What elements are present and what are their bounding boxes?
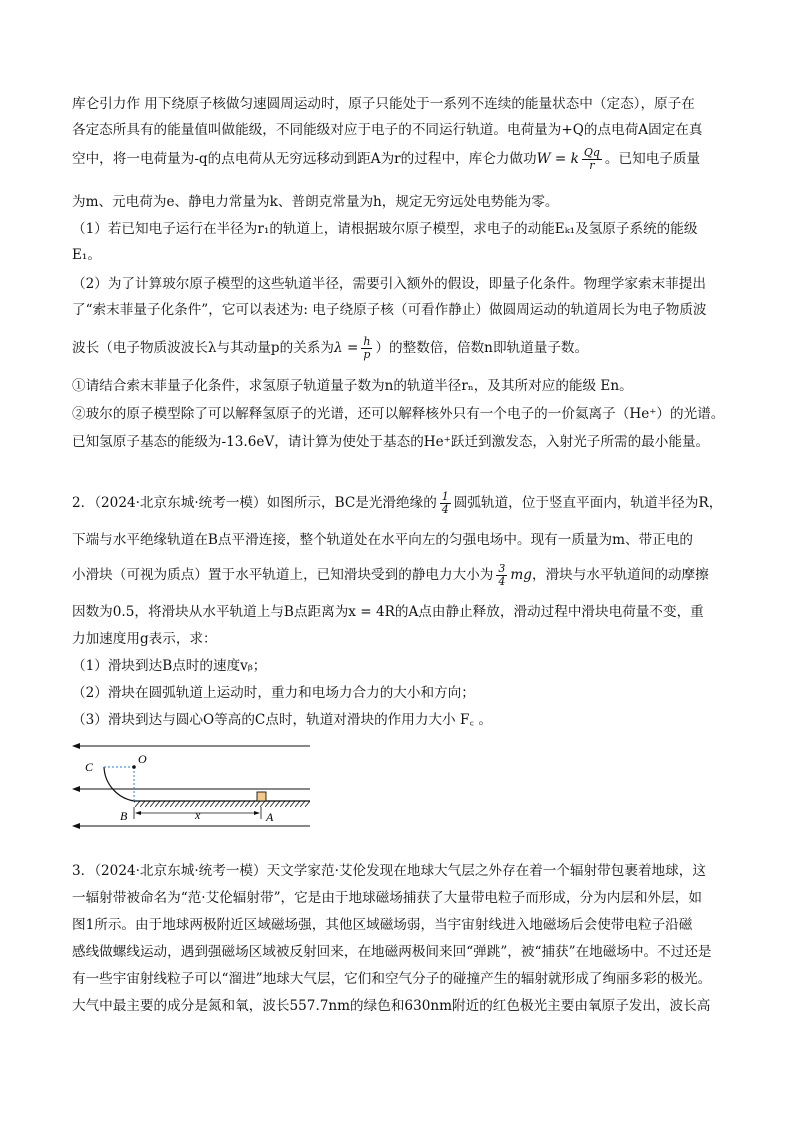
problem-2-question-1: （1）滑块到达B点时的速度vᵦ； — [72, 658, 267, 674]
ground-hatching — [134, 801, 310, 807]
fraction-denominator: p — [363, 348, 371, 361]
problem-2-line-3-tail: ，滑块与水平轨道间的动摩擦 — [532, 567, 709, 583]
subquestion-2-line-2: 已知氢原子基态的能级为-13.6eV，请计算为使处于基态的He⁺跃迁到激发态，入射光子所需的最小能量。 — [72, 434, 710, 450]
field-line-bottom — [72, 823, 310, 829]
problem-2-line-3-text: 小滑块（可视为质点）置于水平轨道上，已知滑块受到的静电力大小为 — [72, 567, 494, 583]
subquestion-2-line-1: ②玻尔的原子模型除了可以解释氢原子的光谱，还可以解释核外只有一个电子的一价氦离子（He⁺）的光谱。 — [72, 406, 725, 422]
problem-3-line-3: 图1所示。由于地球两极附近区域磁场强，其他区域磁场弱，当宇宙射线进入地磁场后会使带电粒子沿磁 — [72, 917, 693, 933]
p1-line-1: 库仑引力作 用下绕原子核做匀速圆周运动时，原子只能处于一系列不连续的能量状态中（定态），原子在 — [72, 96, 695, 112]
problem-2-line-1-tail: 圆弧轨道，位于竖直平面内，轨道半径为R， — [453, 495, 723, 511]
question-2-line-2: 了“索末菲量子化条件”，它可以表述为: 电子绕原子核（可看作静止）做圆周运动的轨道周长为电子物质波 — [72, 302, 707, 318]
p1-line-3-tail: 。已知电子质量 — [604, 151, 701, 167]
problem-2-question-3: （3）滑块到达与圆心O等高的C点时，轨道对滑块的作用力大小 F꜀ 。 — [72, 712, 493, 728]
question-1-line-1: （1）若已知电子运行在半径为r₁的轨道上，请根据玻尔原子模型，求电子的动能Eₖ₁及氢原子系统的能级 — [72, 221, 698, 237]
fraction-numerator: 1 — [441, 490, 449, 503]
question-2-line-1: （2）为了计算玻尔原子模型的这些轨道半径，需要引入额外的假设，即量子化条件。物理学家索末菲提出 — [72, 276, 706, 292]
fraction-numerator: h — [363, 335, 371, 348]
dimension-arrow-right — [254, 811, 260, 815]
question-2-line-3-text: 波长（电子物质波波长λ与其动量p的关系为 — [72, 340, 335, 356]
label-b: B — [120, 809, 128, 823]
work-formula-lhs: W = k — [536, 151, 579, 167]
p1-line-2: 各定态所具有的能量值叫做能级，不同能级对应于电子的不同运行轨道。电荷量为+Q的点电荷A固定在真 — [72, 122, 703, 138]
dimension-arrow-left — [135, 811, 141, 815]
p1-line-3-text: 空中，将一电荷量为-q的点电荷从无穷远移动到距A为r的过程中，库仑力做功 — [72, 151, 537, 167]
track-diagram — [60, 735, 320, 835]
fraction-denominator: 4 — [498, 575, 506, 588]
fraction-denominator: r — [589, 159, 595, 172]
field-line-middle — [72, 786, 310, 792]
p1-line-3 — [72, 147, 700, 172]
p1-line-4: 为m、元电荷为e、静电力常量为k、普朗克常量为h，规定无穷远处电势能为零。 — [72, 194, 559, 210]
question-1-line-2: E₁。 — [72, 247, 101, 263]
mg-term: mg — [510, 567, 532, 583]
fraction-denominator: 4 — [441, 503, 449, 516]
problem-3-line-4: 感线做螺线运动，遇到强磁场区域被反射回来，在地磁两极间来回“弹跳”，被“捕获”在地磁场中。不过还是 — [72, 944, 712, 960]
slider-block — [257, 792, 266, 801]
three-quarter-fraction — [496, 563, 507, 588]
problem-2-line-4: 因数为0.5，将滑块从水平轨道上与B点距离为x = 4R的A点由静止释放，滑动过程中滑块电荷量不变，重 — [72, 604, 704, 620]
problem-3-line-6: 大气中最主要的成分是氮和氧，波长557.7nm的绿色和630nm附近的红色极光主要由氧原子发出，波长高 — [72, 998, 711, 1014]
lambda-formula-lhs: λ = — [334, 340, 359, 356]
label-o: O — [138, 752, 147, 766]
subquestion-1: ①请结合索末菲量子化条件，求氢原子轨道量子数为n的轨道半径rₙ，及其所对应的能级 En。 — [72, 378, 633, 394]
problem-2-line-1-text: 2．（2024·北京东城·统考一模）如图所示，BC是光滑绝缘的 — [72, 495, 437, 511]
fraction-numerator: Qq — [583, 146, 600, 159]
problem-3-line-5: 有一些宇宙射线粒子可以“溜进”地球大气层，它们和空气分子的碰撞产生的辐射就形成了绚丽多彩的极光。 — [72, 971, 712, 987]
problem-2-line-5: 力加速度用g表示，求： — [72, 631, 217, 647]
problem-2-question-2: （2）滑块在圆弧轨道上运动时，重力和电场力合力的大小和方向； — [72, 685, 475, 701]
label-a: A — [266, 810, 274, 824]
lambda-formula-fraction — [361, 336, 372, 361]
label-x: x — [195, 808, 201, 822]
field-line-top — [72, 743, 310, 749]
fraction-numerator: 3 — [498, 562, 506, 575]
center-point-o — [132, 765, 136, 769]
problem-3-line-2: 一辐射带被命名为“范·艾伦辐射带”，它是由于地球磁场捕获了大量带电粒子而形成，分为内层和外层，如 — [72, 890, 702, 906]
question-2-line-3 — [72, 336, 588, 361]
question-2-line-3-tail: ）的整数倍，倍数n即轨道量子数。 — [375, 340, 589, 356]
quarter-arc-track — [104, 767, 134, 801]
work-formula-fraction — [582, 147, 602, 172]
label-c: C — [85, 760, 94, 774]
quarter-fraction — [440, 491, 451, 516]
problem-2-line-1 — [72, 491, 722, 516]
problem-3-line-1: 3．（2024·北京东城·统考一模）天文学家范·艾伦发现在地球大气层之外存在着一个辐射带包裹着地球，这 — [72, 863, 706, 879]
problem-2-line-2: 下端与水平绝缘轨道在B点平滑连接，整个轨道处在水平向左的匀强电场中。现有一质量为m、带正电的 — [72, 532, 694, 548]
problem-2-line-3 — [72, 563, 709, 588]
